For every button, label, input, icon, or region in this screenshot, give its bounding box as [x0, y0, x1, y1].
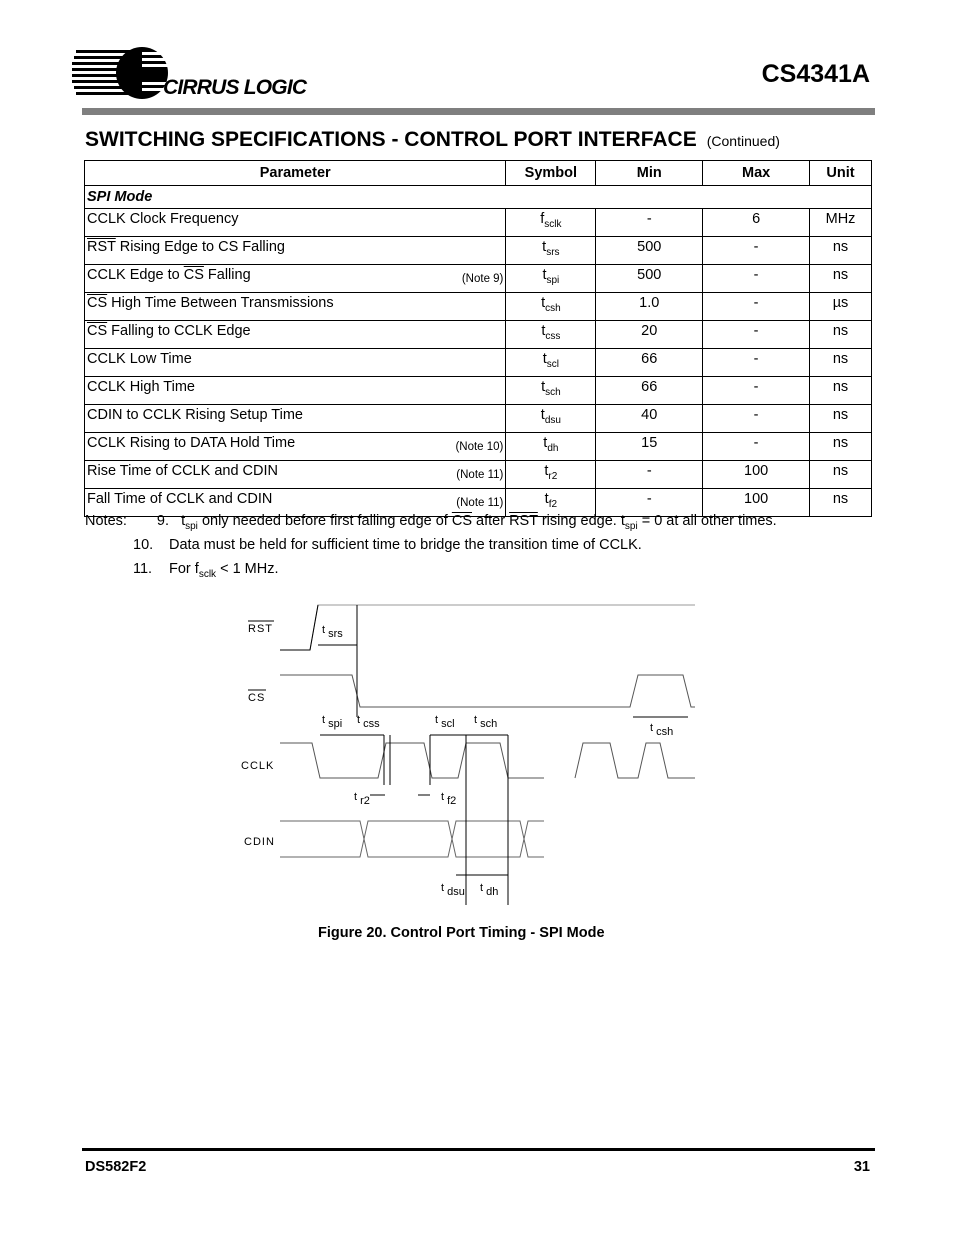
unit-cell: ns [810, 321, 872, 349]
header-rule [82, 108, 875, 115]
unit-cell: ns [810, 461, 872, 489]
param-cell [85, 433, 506, 461]
group-label: SPI Mode [85, 186, 872, 209]
symbol-cell: $t_{scl}$ [506, 349, 596, 377]
tcsh-label: t csh [650, 722, 674, 738]
max-cell: - [703, 433, 810, 461]
min-cell: - [596, 461, 703, 489]
symbol-cell: $t_{dsu}$ [506, 405, 596, 433]
spi-timing-diagram [230, 595, 710, 915]
note-9-num: 9. [156, 513, 169, 529]
param-text: CCLK Low Time [87, 351, 192, 367]
note-11-sub: sclk [198, 568, 217, 580]
header-max: Max [703, 161, 810, 186]
param-text: $\overline{CS}$ High Time Between Transmissions [87, 295, 334, 311]
note-9-f: rising edge. t [537, 513, 625, 529]
unit-cell: ns [810, 265, 872, 293]
spec-table [84, 160, 872, 517]
note-9-d: after [472, 513, 510, 529]
unit-cell: ns [810, 377, 872, 405]
note-11-a: For f [169, 561, 199, 577]
tr2-label: t r2 [354, 791, 370, 807]
unit-cell: ns [810, 349, 872, 377]
tcss-label: t css [357, 714, 380, 730]
notes [85, 513, 777, 585]
header-min: Min [596, 161, 703, 186]
tdsu-label: t dsu [441, 882, 465, 898]
min-cell: 66 [596, 349, 703, 377]
param-note: (Note 9) [461, 273, 504, 285]
param-cell [85, 349, 506, 377]
note-11 [85, 561, 777, 585]
note-9-g: = 0 at all other times. [637, 513, 777, 529]
note-9-f-sub: spi [624, 520, 638, 532]
cdin-label: CDIN [244, 836, 275, 848]
table-row [85, 293, 872, 321]
param-cell [85, 209, 506, 237]
table-row [85, 405, 872, 433]
symbol-cell: $f_{sclk}$ [506, 209, 596, 237]
max-cell: - [703, 293, 810, 321]
param-text: $\overline{RST}$ Rising Edge to CS Falling [87, 239, 285, 255]
param-text: Rise Time of CCLK and CDIN [87, 463, 278, 479]
min-cell: 40 [596, 405, 703, 433]
header-parameter: Parameter [85, 161, 506, 186]
symbol-cell: $t_{csh}$ [506, 293, 596, 321]
param-cell [85, 237, 506, 265]
param-cell [85, 293, 506, 321]
table-row [85, 461, 872, 489]
param-text: CCLK Edge to $\overline{CS}$ Falling [87, 267, 251, 283]
cs-label: CS [248, 692, 266, 704]
table-row [85, 433, 872, 461]
document-number: DS582F2 [85, 1159, 147, 1175]
cclk-waveform [280, 743, 544, 778]
table-header-row [85, 161, 872, 186]
tspi-label: t spi [322, 714, 343, 730]
note-9-rst: $\overline{RST}$ [509, 513, 538, 529]
section-continued: (Continued) [706, 133, 780, 149]
min-cell: - [596, 209, 703, 237]
param-text: CDIN to CCLK Rising Setup Time [87, 407, 303, 423]
notes-label: Notes: [85, 513, 127, 529]
symbol-cell: $t_{sch}$ [506, 377, 596, 405]
unit-cell: ns [810, 405, 872, 433]
unit-cell: MHz [810, 209, 872, 237]
footer-rule [82, 1148, 875, 1151]
min-cell: 15 [596, 433, 703, 461]
max-cell: - [703, 377, 810, 405]
symbol-cell: $t_{r2}$ [506, 461, 596, 489]
param-text: CCLK Rising to DATA Hold Time [87, 435, 296, 451]
max-cell: 6 [703, 209, 810, 237]
param-text: CCLK Clock Frequency [87, 211, 239, 227]
unit-cell: ns [810, 237, 872, 265]
min-cell: 20 [596, 321, 703, 349]
tsch-label: t sch [474, 714, 498, 730]
note-9 [85, 513, 777, 537]
note-9-a-sub: spi [185, 520, 198, 532]
param-note: (Note 11) [456, 497, 504, 509]
symbol-cell: $t_{f2}$ [506, 489, 596, 517]
cdin-waveform-top [280, 821, 544, 857]
min-cell: 66 [596, 377, 703, 405]
note-10-num: 10. [133, 537, 154, 553]
param-cell [85, 461, 506, 489]
param-cell [85, 321, 506, 349]
tscl-label: t scl [435, 714, 455, 730]
param-cell [85, 377, 506, 405]
cdin-waveform-bottom [280, 821, 544, 857]
tf2-label: t f2 [441, 791, 457, 807]
section-title [85, 128, 780, 152]
note-11-num: 11. [133, 561, 153, 577]
note-10-text: Data must be held for sufficient time to bridge the transition time of CCLK. [169, 537, 642, 553]
max-cell: - [703, 405, 810, 433]
page-number: 31 [853, 1159, 870, 1175]
figure-caption: Figure 20. Control Port Timing - SPI Mode [318, 925, 605, 941]
unit-cell: µs [810, 293, 872, 321]
param-text: Fall Time of CCLK and CDIN [87, 491, 273, 507]
param-text: CCLK High Time [87, 379, 195, 395]
max-cell: - [703, 349, 810, 377]
table-row [85, 321, 872, 349]
cs-waveform [280, 675, 695, 707]
table-row [85, 265, 872, 293]
note-9-b: only needed before first falling edge of [197, 513, 452, 529]
min-cell: 500 [596, 237, 703, 265]
param-note: (Note 10) [455, 441, 504, 453]
note-10 [85, 537, 777, 561]
note-11-b: < 1 MHz. [216, 561, 279, 577]
min-cell: 500 [596, 265, 703, 293]
cclk-label: CCLK [241, 760, 275, 772]
symbol-cell: $t_{css}$ [506, 321, 596, 349]
part-number: CS4341A [761, 60, 870, 88]
tdh-label: t dh [480, 882, 499, 898]
param-note: (Note 11) [456, 469, 504, 481]
unit-cell: ns [810, 489, 872, 517]
rst-label: RST [248, 623, 273, 635]
table-row [85, 209, 872, 237]
table-row [85, 349, 872, 377]
max-cell: 100 [703, 461, 810, 489]
min-cell: - [596, 489, 703, 517]
header-unit: Unit [810, 161, 872, 186]
note-9-cs: $\overline{CS}$ [451, 513, 472, 529]
max-cell: 100 [703, 489, 810, 517]
unit-cell: ns [810, 433, 872, 461]
table-row [85, 377, 872, 405]
group-row [85, 186, 872, 209]
logo-wordmark: CIRRUS LOGIC [163, 76, 307, 99]
symbol-cell: $t_{spi}$ [506, 265, 596, 293]
param-cell [85, 405, 506, 433]
tsrs-label: t srs [322, 624, 343, 640]
min-cell: 1.0 [596, 293, 703, 321]
param-cell [85, 265, 506, 293]
table-row [85, 237, 872, 265]
max-cell: - [703, 237, 810, 265]
symbol-cell: $t_{dh}$ [506, 433, 596, 461]
max-cell: - [703, 265, 810, 293]
note-9-a: t [181, 513, 186, 529]
param-text: $\overline{CS}$ Falling to CCLK Edge [87, 323, 251, 339]
header-symbol: Symbol [506, 161, 596, 186]
symbol-cell: $t_{srs}$ [506, 237, 596, 265]
section-title-text: SWITCHING SPECIFICATIONS - CONTROL PORT INTERFACE [85, 128, 697, 151]
max-cell: - [703, 321, 810, 349]
